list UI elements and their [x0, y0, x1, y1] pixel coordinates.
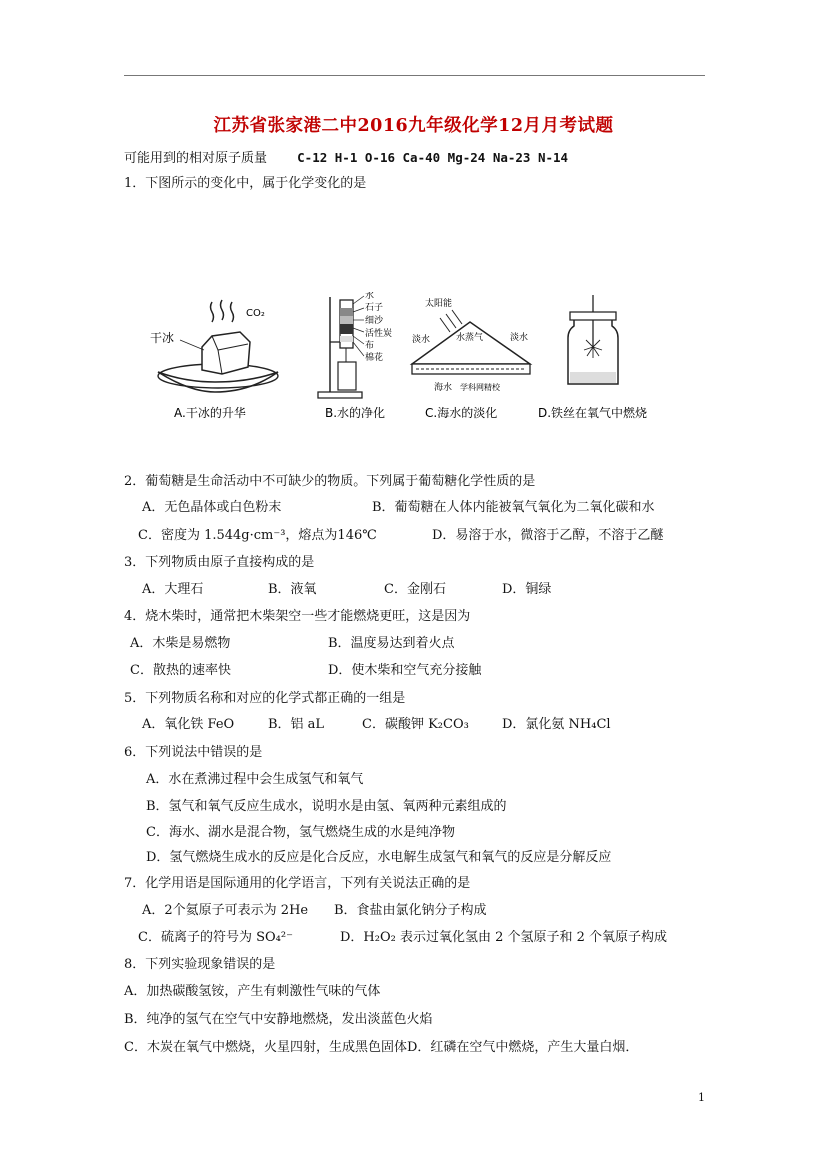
- q8-option-a: A．加热碳酸氢铵，产生有刺激性气味的气体: [124, 984, 381, 999]
- figure-c-label: 水蒸气: [456, 333, 484, 343]
- q5-option-c: C．碳酸钾 K₂CO₃: [362, 717, 469, 732]
- q4-option-d: D．使木柴和空气充分接触: [328, 663, 482, 678]
- q5-stem: 5．下列物质名称和对应的化学式都正确的一组是: [124, 691, 406, 706]
- q7-option-c: C．硫离子的符号为 SO₄²⁻: [138, 930, 293, 945]
- q6-stem: 6．下列说法中错误的是: [124, 745, 263, 760]
- q4-option-a: A．木柴是易燃物: [130, 636, 231, 651]
- q4-stem: 4．烧木柴时，通常把木柴架空一些才能燃烧更旺，这是因为: [124, 609, 471, 624]
- q6-option-d: D．氢气燃烧生成水的反应是化合反应，水电解生成氢气和氧气的反应是分解反应: [146, 850, 612, 865]
- page-number: 1: [698, 1091, 705, 1104]
- q8-option-c: C．木炭在氧气中燃烧，火星四射，生成黑色固体: [124, 1040, 407, 1055]
- q4-option-b: B．温度易达到着火点: [328, 636, 455, 651]
- figure-c-label: 海水: [434, 383, 453, 393]
- q4-option-c: C．散热的速率快: [130, 663, 231, 678]
- q3-option-a: A．大理石: [142, 582, 204, 597]
- figure-b-label: 细沙: [365, 316, 384, 326]
- figure-b-label: 水: [365, 292, 375, 301]
- atomic-mass-line: [124, 149, 568, 168]
- figure-d-caption: D.铁丝在氧气中燃烧: [538, 406, 648, 420]
- q3-option-d: D．铜绿: [502, 582, 552, 597]
- figure-a-caption: A.干冰的升华: [174, 406, 246, 420]
- figure-b-label: 活性炭: [365, 329, 393, 339]
- q6-option-c: C．海水、湖水是混合物，氢气燃烧生成的水是纯净物: [146, 825, 455, 840]
- figure-c-desalination: [412, 297, 530, 420]
- q7-option-a: A．2个氦原子可表示为 2He: [142, 903, 309, 918]
- atomic-mass-values: C-12 H-1 O-16 Ca-40 Mg-24 Na-23 N-14: [297, 150, 569, 165]
- figure-c-label: 淡水: [412, 335, 431, 345]
- q1-stem: 1．下图所示的变化中，属于化学变化的是: [124, 176, 367, 191]
- q8-option-b: B．纯净的氢气在空气中安静地燃烧，发出淡蓝色火焰: [124, 1012, 433, 1027]
- figure-b-label: 布: [365, 341, 375, 351]
- q6-option-b: B．氢气和氧气反应生成水，说明水是由氢、氧两种元素组成的: [146, 799, 507, 814]
- figure-c-label: 学科网精校: [460, 383, 500, 392]
- figure-b-label: 棉花: [365, 353, 384, 363]
- header-rule: [124, 75, 705, 76]
- figure-b-caption: B.水的净化: [325, 406, 386, 420]
- figure-a-label-co2: CO₂: [246, 308, 265, 319]
- q3-option-b: B．液氧: [268, 582, 317, 597]
- figure-b-label: 石子: [365, 303, 384, 313]
- q1-figure: [150, 292, 680, 427]
- figure-a-label-dryice: 干冰: [150, 331, 175, 345]
- q3-option-c: C．金刚石: [384, 582, 446, 597]
- atomic-mass-label: 可能用到的相对原子质量: [124, 151, 268, 166]
- figure-c-label: 太阳能: [425, 299, 453, 309]
- q8-option-d: D．红磷在空气中燃烧，产生大量白烟．: [406, 1040, 639, 1055]
- page-title: 江苏省张家港二中2016九年级化学12月月考试题: [213, 116, 614, 136]
- q7-option-d: D．H₂O₂ 表示过氧化氢由 2 个氢原子和 2 个氧原子构成: [340, 930, 668, 945]
- figure-b-water-purifier: [318, 292, 392, 420]
- figure-a-dry-ice: [150, 300, 278, 420]
- q7-stem: 7．化学用语是国际通用的化学语言，下列有关说法正确的是: [124, 876, 471, 891]
- figure-c-caption: C.海水的淡化: [425, 406, 498, 420]
- q2-option-a: A．无色晶体或白色粉末: [142, 500, 282, 515]
- q5-option-d: D．氯化氨 NH₄Cl: [502, 717, 611, 732]
- q3-stem: 3．下列物质由原子直接构成的是: [124, 555, 315, 570]
- q5-option-a: A．氧化铁 FeO: [142, 717, 235, 732]
- q5-option-b: B．铝 aL: [268, 717, 325, 732]
- q2-stem: 2．葡萄糖是生命活动中不可缺少的物质。下列属于葡萄糖化学性质的是: [124, 474, 536, 489]
- q2-option-d: D．易溶于水，微溶于乙醇，不溶于乙醚: [432, 528, 664, 543]
- q6-option-a: A．水在煮沸过程中会生成氢气和氧气: [146, 772, 364, 787]
- figure-c-label: 淡水: [510, 333, 529, 343]
- q7-option-b: B．食盐由氯化钠分子构成: [334, 903, 487, 918]
- q8-option-c-d: [124, 1039, 638, 1057]
- q2-option-c: C．密度为 1.544g·cm⁻³，熔点为146℃: [138, 528, 377, 543]
- figure-d-iron-burning: [538, 295, 647, 420]
- q8-stem: 8．下列实验现象错误的是: [124, 957, 276, 972]
- q2-option-b: B．葡萄糖在人体内能被氧气氧化为二氧化碳和水: [372, 500, 655, 515]
